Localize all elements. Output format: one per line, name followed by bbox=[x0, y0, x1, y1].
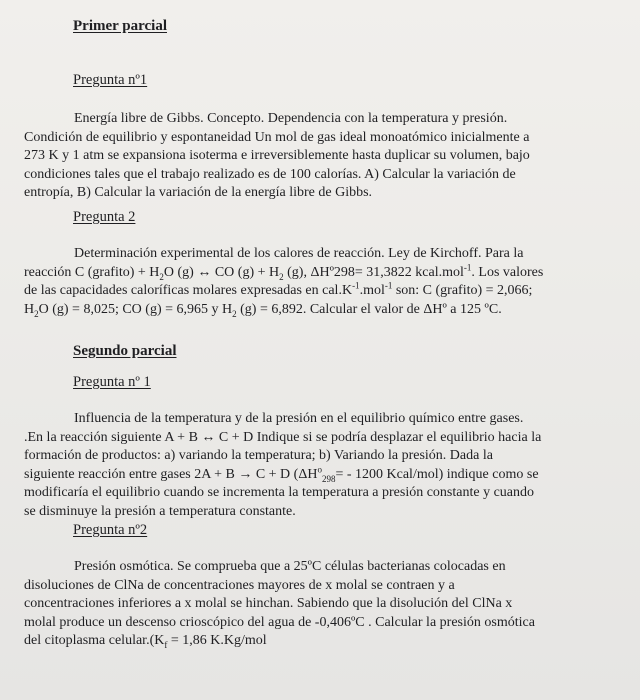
question-text-p1-q2 bbox=[24, 245, 544, 319]
section-title-primer-parcial: Primer parcial bbox=[73, 18, 167, 34]
question-text-p1-q1 bbox=[24, 110, 544, 203]
subscript: f bbox=[164, 639, 168, 650]
text-run: O (g) = 8,025; CO (g) = 6,965 y H bbox=[38, 301, 233, 317]
text-run: Influencia de la temperatura y de la presión en el equilibrio químico entre gases. .En la reacción siguiente A + B ↔ C + D Indique si se podría desplazar el equilibrio hacia la formación de productos: a) variando la temperatura; b) Variando la presión. Dada la siguiente reacción entre gases 2A + B → C + D (ΔH bbox=[24, 411, 542, 482]
subscript: 2 bbox=[159, 271, 164, 282]
text-run: . Los valores de las capacidades caloríficas molares expresadas en cal.K bbox=[24, 264, 544, 298]
text-run: Determinación experimental de los calores de reacción. Ley de Kirchoff. Para la reacción C (grafito) + H bbox=[24, 246, 524, 280]
text-run: son: C (grafito) = 2,066; H bbox=[24, 283, 533, 317]
superscript: -1 bbox=[352, 280, 360, 291]
question-text-p1-q1-body: Energía libre de Gibbs. Concepto. Dependencia con la temperatura y presión. Condición de equilibrio y espontaneidad Un mol de gas ideal monoatómico inicialmente a 273 K y 1 atm se expansiona isoterma e irreversiblemente hasta duplicar su volumen, bajo condiciones tales que el trabajo realizado es de 100 calorías. A) Calcular la variación de entropía, B) Calcular la variación de la energía libre de Gibbs. bbox=[24, 111, 530, 200]
text-run: = 1,86 K.Kg/mol bbox=[167, 633, 267, 648]
text-run: Presión osmótica. Se comprueba que a 25ºC células bacterianas colocadas en disoluciones de ClNa de concentraciones mayores de x molal se contraen y a concentraciones inferiores a x molal se hinchan. Sabiendo que la disolución del ClNa x molal produce un descenso crioscópico del agua de -0,406ºC . Calcular la presión osmótica del citoplasma celular.(K bbox=[24, 559, 535, 648]
text-run: = - 1200 Kcal/mol) indique como se modificaría el equilibrio cuando se incrementa la temperatura a presión constante y cuando se disminuye la presión a temperatura constante. bbox=[24, 466, 539, 519]
superscript: -1 bbox=[463, 261, 472, 272]
text-run: O (g) ↔ CO (g) + H bbox=[163, 264, 280, 280]
superscript: -1 bbox=[384, 280, 393, 291]
text-run: (g) = 6,892. Calcular el valor de ΔHº a 125 ºC. bbox=[236, 301, 502, 317]
superscript: o bbox=[317, 463, 322, 474]
subscript: 2 bbox=[279, 271, 284, 282]
subscript: 2 bbox=[34, 308, 39, 319]
text-run: .mol bbox=[359, 283, 385, 298]
text-run: (g), ΔHº298= 31,3822 kcal.mol bbox=[283, 264, 464, 280]
question-text-p2-q2 bbox=[24, 558, 544, 651]
question-title-p2-q2: Pregunta nº2 bbox=[73, 522, 148, 538]
question-title-p2-q1: Pregunta nº 1 bbox=[73, 374, 151, 390]
subscript: 2 bbox=[232, 308, 237, 319]
section-title-segundo-parcial: Segundo parcial bbox=[73, 343, 177, 359]
question-text-p2-q1 bbox=[24, 410, 544, 521]
subscript: 298 bbox=[321, 473, 336, 484]
question-title-p1-q1: Pregunta nº1 bbox=[73, 72, 148, 88]
question-title-p1-q2: Pregunta 2 bbox=[73, 209, 136, 225]
